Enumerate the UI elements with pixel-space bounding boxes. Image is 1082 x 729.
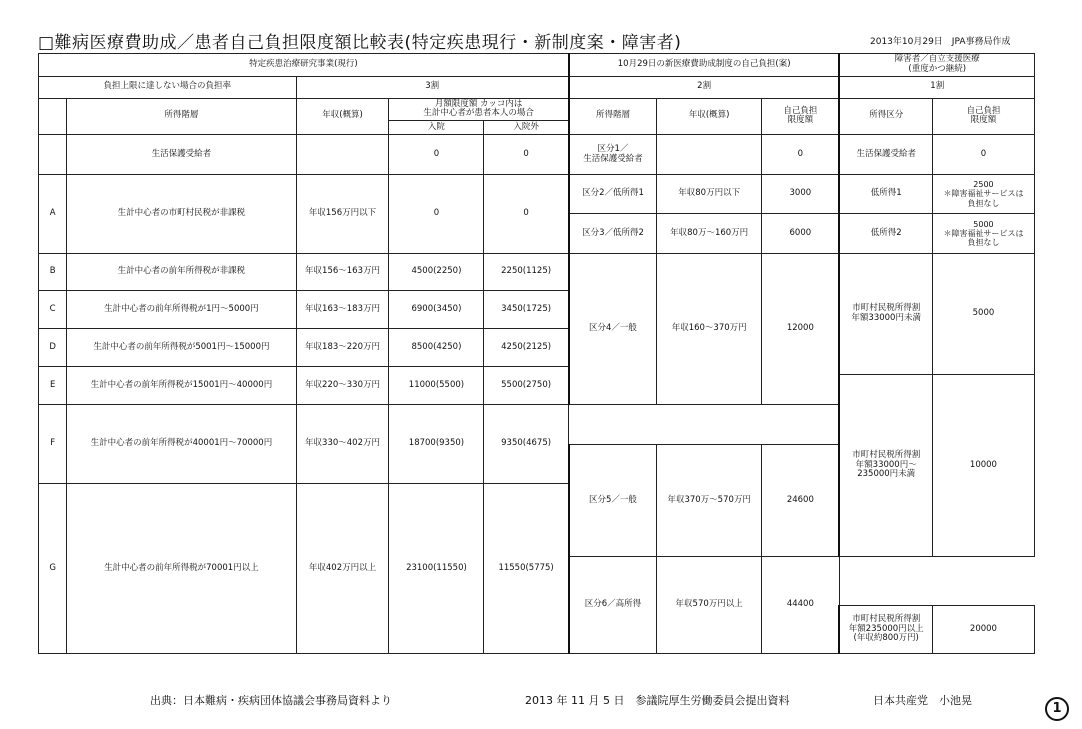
row-b-inpatient: 4500(2250) — [389, 254, 484, 291]
tier-header: 所得階層 — [67, 98, 296, 135]
new-k3-income: 年収80万～160万円 — [657, 214, 762, 254]
disabled-mid1-tier: 市町村民税所得割 年額33000円未満 — [839, 254, 932, 375]
disabled-mid1-limit: 5000 — [932, 254, 1034, 375]
row-g-outpatient: 11550(5775) — [484, 484, 569, 654]
new-k5-income: 年収370万～570万円 — [657, 445, 762, 557]
new-welfare-tier: 区分1／ 生活保護受給者 — [569, 135, 657, 175]
row-f-inpatient: 18700(9350) — [389, 405, 484, 484]
code-header — [39, 98, 67, 135]
current-system-header: 特定疾患治療研究事業(現行) — [39, 54, 569, 77]
new-k6-limit: 44400 — [762, 557, 840, 654]
disabled-system-header: 障害者／自立支援医療 (重度かつ継続) — [839, 54, 1034, 77]
new-k4-income: 年収160～370万円 — [657, 254, 762, 405]
row-e-outpatient: 5500(2750) — [484, 367, 569, 405]
page-number: 1 — [1045, 697, 1069, 721]
row-f-code: F — [39, 405, 67, 484]
welfare-inpatient: 0 — [389, 135, 484, 175]
welfare-tier: 生活保護受給者 — [67, 135, 296, 175]
row-b-code: B — [39, 254, 67, 291]
current-rate: 3割 — [296, 76, 569, 98]
row-g-income: 年収402万円以上 — [296, 484, 389, 654]
disabled-high-tier: 市町村民税所得割 年額235000円以上 (年収約800万円) — [839, 606, 932, 654]
row-b-outpatient: 2250(1125) — [484, 254, 569, 291]
row-d-code: D — [39, 329, 67, 367]
row-c-income: 年収163～183万円 — [296, 291, 389, 329]
new-k5-tier: 区分5／一般 — [569, 445, 657, 557]
disabled-mid2-limit: 10000 — [932, 375, 1034, 557]
row-e-inpatient: 11000(5500) — [389, 367, 484, 405]
submission-note: 2013 年 11 月 5 日 参議院厚生労働委員会提出資料 — [525, 694, 790, 707]
row-c-outpatient: 3450(1725) — [484, 291, 569, 329]
disabled-tier-header: 所得区分 — [839, 98, 932, 135]
row-c-code: C — [39, 291, 67, 329]
income-header: 年収(概算) — [296, 98, 389, 135]
row-a-income: 年収156万円以下 — [296, 175, 389, 254]
row-c-inpatient: 6900(3450) — [389, 291, 484, 329]
comparison-table — [38, 53, 1035, 654]
welfare-code — [39, 135, 67, 175]
row-a-outpatient: 0 — [484, 175, 569, 254]
row-f-outpatient: 9350(4675) — [484, 405, 569, 484]
new-k2-income: 年収80万円以下 — [657, 175, 762, 214]
row-a-inpatient: 0 — [389, 175, 484, 254]
new-limit-header: 自己負担 限度額 — [762, 98, 840, 135]
new-k6-tier: 区分6／高所得 — [569, 557, 657, 654]
disabled-welfare-limit: 0 — [932, 135, 1034, 175]
row-a-tier: 生計中心者の市町村民税が非課税 — [67, 175, 296, 254]
row-e-tier: 生計中心者の前年所得税が15001円～40000円 — [67, 367, 296, 405]
document-date: 2013年10月29日 JPA事務局作成 — [870, 37, 1011, 47]
new-k6-income: 年収570万円以上 — [657, 557, 762, 654]
row-b-income: 年収156～163万円 — [296, 254, 389, 291]
row-g-code: G — [39, 484, 67, 654]
disabled-low1-tier: 低所得1 — [839, 175, 932, 214]
disabled-limit-header: 自己負担 限度額 — [932, 98, 1034, 135]
new-k2-limit: 3000 — [762, 175, 840, 214]
new-welfare-income — [657, 135, 762, 175]
disabled-mid2-tier: 市町村民税所得割 年額33000円～ 235000円未満 — [839, 375, 932, 557]
new-k4-limit: 12000 — [762, 254, 840, 405]
row-d-income: 年収183～220万円 — [296, 329, 389, 367]
new-rate: 2割 — [569, 76, 840, 98]
row-a-code: A — [39, 175, 67, 254]
row-e-income: 年収220～330万円 — [296, 367, 389, 405]
disabled-welfare-tier: 生活保護受給者 — [839, 135, 932, 175]
welfare-income — [296, 135, 389, 175]
new-k3-limit: 6000 — [762, 214, 840, 254]
disabled-high-limit: 20000 — [932, 606, 1034, 654]
new-k5-limit: 24600 — [762, 445, 840, 557]
row-g-inpatient: 23100(11550) — [389, 484, 484, 654]
row-d-tier: 生計中心者の前年所得税が5001円～15000円 — [67, 329, 296, 367]
row-d-inpatient: 8500(4250) — [389, 329, 484, 367]
new-tier-header: 所得階層 — [569, 98, 657, 135]
author-note: 日本共産党 小池晃 — [873, 694, 972, 707]
source-note: 出典：日本難病・疾病団体協議会事務局資料より — [150, 694, 392, 707]
row-e-code: E — [39, 367, 67, 405]
document-title: □難病医療費助成／患者自己負担限度額比較表(特定疾患現行・新制度案・障害者) — [38, 33, 682, 53]
burden-rate-label: 負担上限に達しない場合の負担率 — [39, 76, 297, 98]
new-k4-tier: 区分4／一般 — [569, 254, 657, 405]
new-income-header: 年収(概算) — [657, 98, 762, 135]
disabled-low1-limit: 2500 ＊障害福祉サービスは 負担なし — [932, 175, 1034, 214]
new-system-header: 10月29日の新医療費助成制度の自己負担(案) — [569, 54, 840, 77]
row-c-tier: 生計中心者の前年所得税が1円～5000円 — [67, 291, 296, 329]
monthly-limit-header: 月額限度額 カッコ内は 生計中心者が患者本人の場合 — [389, 98, 569, 121]
new-k3-tier: 区分3／低所得2 — [569, 214, 657, 254]
disabled-low2-tier: 低所得2 — [839, 214, 932, 254]
disabled-low2-limit: 5000 ＊障害福祉サービスは 負担なし — [932, 214, 1034, 254]
row-g-tier: 生計中心者の前年所得税が70001円以上 — [67, 484, 296, 654]
new-k2-tier: 区分2／低所得1 — [569, 175, 657, 214]
row-b-tier: 生計中心者の前年所得税が非課税 — [67, 254, 296, 291]
row-f-income: 年収330～402万円 — [296, 405, 389, 484]
outpatient-header: 入院外 — [484, 121, 569, 135]
row-d-outpatient: 4250(2125) — [484, 329, 569, 367]
row-f-tier: 生計中心者の前年所得税が40001円～70000円 — [67, 405, 296, 484]
welfare-outpatient: 0 — [484, 135, 569, 175]
new-welfare-limit: 0 — [762, 135, 840, 175]
inpatient-header: 入院 — [389, 121, 484, 135]
disabled-rate: 1割 — [839, 76, 1034, 98]
